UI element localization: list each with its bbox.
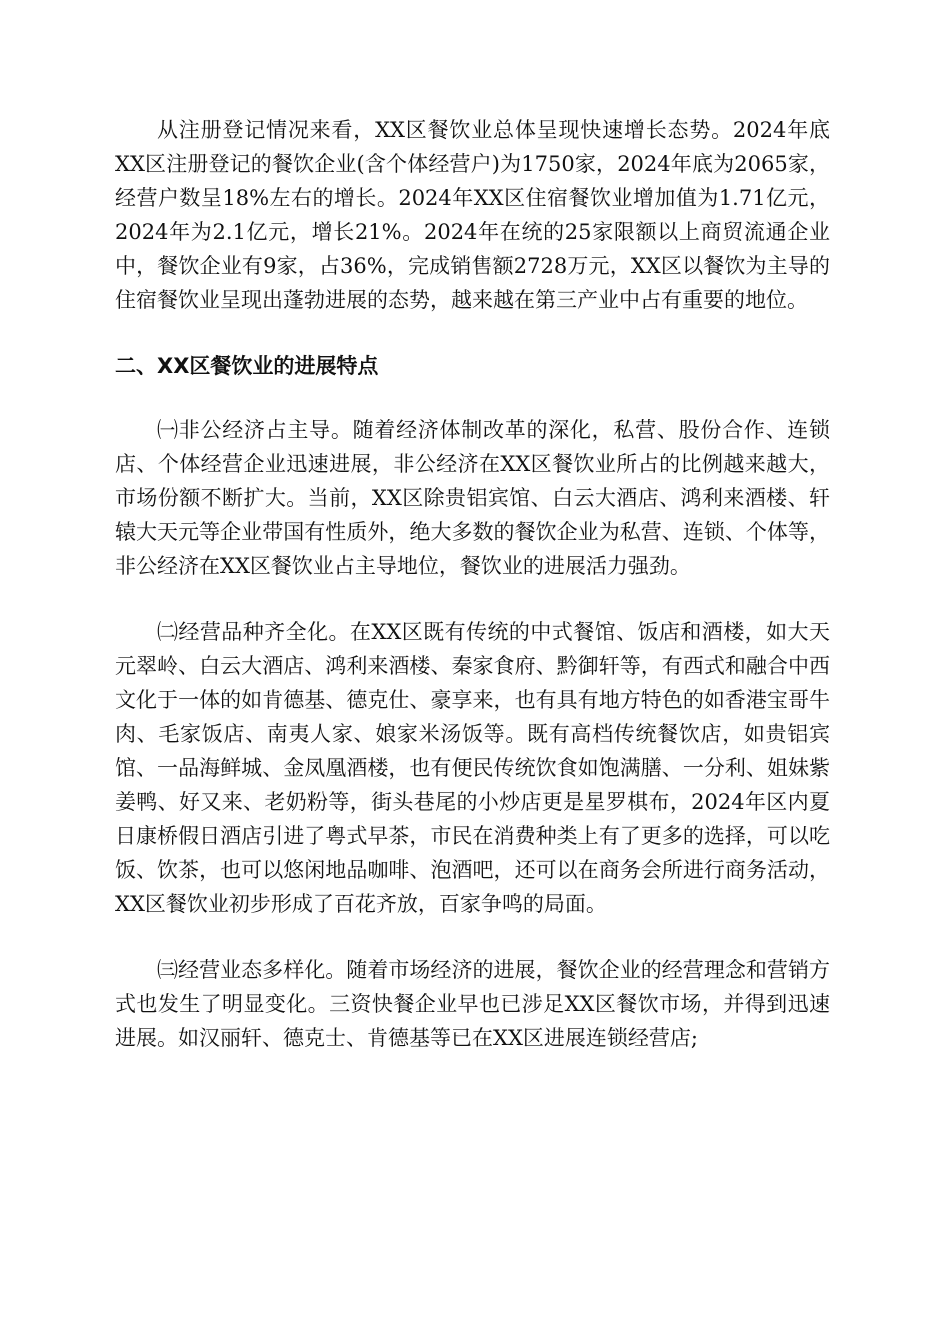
paragraph-diverse-formats: ㈢经营业态多样化。随着市场经济的进展，餐饮企业的经营理念和营销方式也发生了明显变化。三资快餐企业早也已涉足XX区餐饮市场，并得到迅速进展。如汉丽轩、德克士、肯德基等已在XX区进展连锁经营店; [115,958,830,1050]
intro-paragraph: 从注册登记情况来看，XX区餐饮业总体呈现快速增长态势。2024年底XX区注册登记的餐饮企业(含个体经营户)为1750家，2024年底为2065家，经营户数呈18%左右的增长。2024年XX区住宿餐饮业增加值为1.71亿元，2024年为2.1亿元，增长21%。2024年在统的25家限额以上商贸流通企业中，餐饮企业有9家，占36%，完成销售额2728万元，XX区以餐饮为主导的住宿餐饮业呈现出蓬勃进展的态势，越来越在第三产业中占有重要的地位。 [115,118,830,312]
section-heading: 二、XX区餐饮业的进展特点 [115,354,379,378]
document-page [115,113,830,1055]
paragraph-variety-of-products: ㈡经营品种齐全化。在XX区既有传统的中式餐馆、饭店和酒楼，如大天元翠岭、白云大酒店、鸿利来酒楼、秦家食府、黔御轩等，有西式和融合中西文化于一体的如肯德基、德克仕、豪享来，也有具有地方特色的如香港宝哥牛肉、毛家饭店、南夷人家、娘家米汤饭等。既有高档传统餐饮店，如贵铝宾馆、一品海鲜城、金凤凰酒楼，也有便民传统饮食如饱满膳、一分利、姐妹紫姜鸭、好又来、老奶粉等，街头巷尾的小炒店更是星罗棋布，2024年区内夏日康桥假日酒店引进了粤式早茶，市民在消费种类上有了更多的选择，可以吃饭、饮茶，也可以悠闲地品咖啡、泡酒吧，还可以在商务会所进行商务活动，XX区餐饮业初步形成了百花齐放，百家争鸣的局面。 [115,620,830,916]
paragraph-non-public-economy: ㈠非公经济占主导。随着经济体制改革的深化，私营、股份合作、连锁店、个体经营企业迅速进展，非公经济在XX区餐饮业所占的比例越来越大，市场份额不断扩大。当前，XX区除贵铝宾馆、白云大酒店、鸿利来酒楼、轩辕大天元等企业带国有性质外，绝大多数的餐饮企业为私营、连锁、个体等，非公经济在XX区餐饮业占主导地位，餐饮业的进展活力强劲。 [115,418,830,578]
